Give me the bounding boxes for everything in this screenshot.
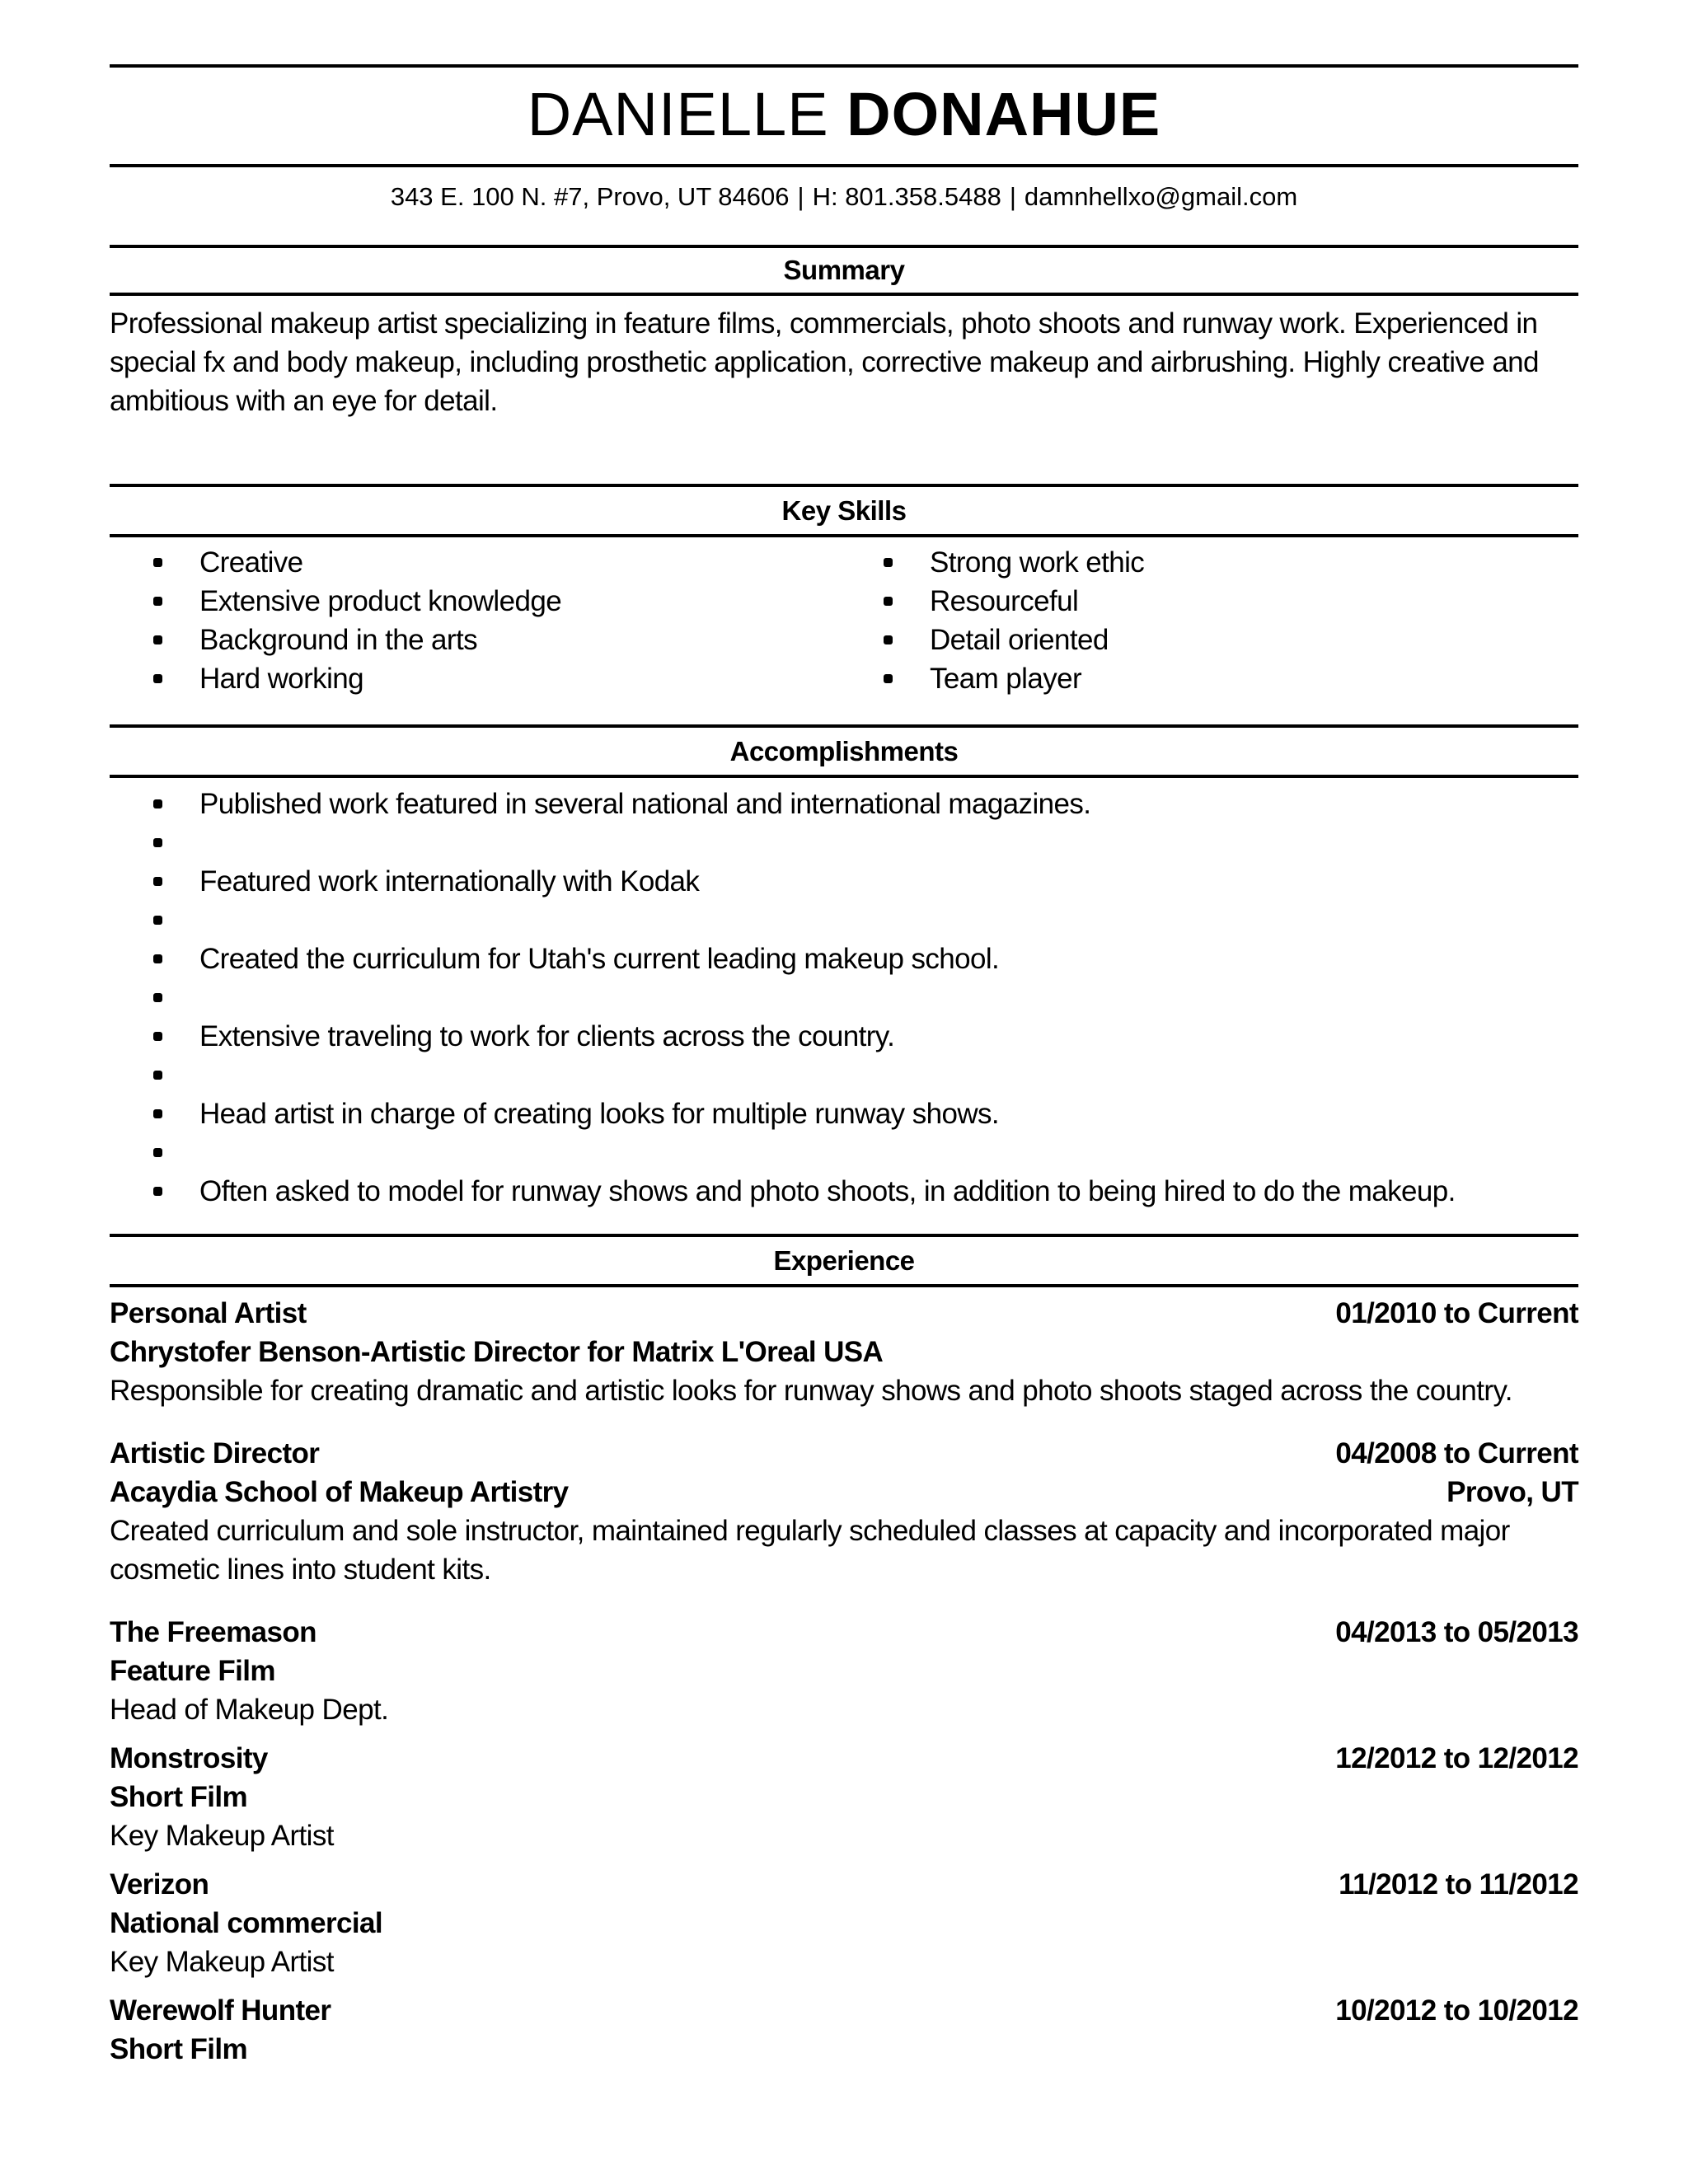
job-header-row bbox=[110, 1613, 1578, 1652]
experience-entry bbox=[110, 1865, 1578, 1981]
section-rule bbox=[110, 293, 1578, 296]
job-dates: 04/2013 to 05/2013 bbox=[1335, 1616, 1578, 1648]
job-title: Verizon bbox=[110, 1868, 209, 1900]
bullet-icon bbox=[884, 635, 893, 644]
job-title: Monstrosity bbox=[110, 1742, 268, 1774]
job-header-row bbox=[110, 1294, 1578, 1333]
list-item bbox=[110, 1056, 1456, 1094]
last-name: DONAHUE bbox=[846, 80, 1161, 148]
skills-left-list bbox=[110, 543, 561, 698]
list-item bbox=[110, 1172, 1456, 1211]
bullet-icon bbox=[153, 1187, 162, 1196]
list-item bbox=[110, 978, 1456, 1017]
job-company: Chrystofer Benson-Artistic Director for Matrix L'Oreal USA bbox=[110, 1336, 884, 1368]
section-rule bbox=[110, 724, 1578, 728]
job-description: Head of Makeup Dept. bbox=[110, 1694, 389, 1726]
job-company: Feature Film bbox=[110, 1655, 275, 1687]
job-description: Created curriculum and sole instructor, maintained regularly scheduled classes at capacity and incorporated major cosmetic lines into student kits. bbox=[110, 1515, 1510, 1586]
job-description: Key Makeup Artist bbox=[110, 1946, 334, 1978]
list-item bbox=[110, 1094, 1456, 1133]
job-company-row bbox=[110, 1904, 1578, 1943]
list-item bbox=[110, 582, 561, 621]
bullet-icon bbox=[884, 674, 893, 683]
job-header-row bbox=[110, 1739, 1578, 1778]
job-company: Short Film bbox=[110, 1781, 248, 1813]
address: 343 E. 100 N. #7, Provo, UT 84606 bbox=[390, 182, 790, 211]
contact-line bbox=[110, 180, 1578, 213]
list-item-text: Resourceful bbox=[930, 585, 1079, 617]
bullet-icon bbox=[153, 674, 162, 683]
list-item bbox=[840, 582, 1144, 621]
job-location: Provo, UT bbox=[1447, 1476, 1578, 1508]
bullet-icon bbox=[884, 558, 893, 567]
job-header-row bbox=[110, 1865, 1578, 1904]
list-item bbox=[110, 940, 1456, 978]
phone: H: 801.358.5488 bbox=[812, 182, 1001, 211]
summary-text: Professional makeup artist specializing in feature films, commercials, photo shoots and runway work. Experienced in special fx and body makeup, including prosthetic application, corrective makeup and airbrushing. Highly creative and ambitious with an eye for detail. bbox=[110, 307, 1539, 417]
section-rule bbox=[110, 1284, 1578, 1287]
section-rule bbox=[110, 534, 1578, 537]
bullet-icon bbox=[153, 799, 162, 808]
contact-separator: | bbox=[1009, 182, 1016, 211]
experience-title: Experience bbox=[773, 1245, 915, 1276]
job-dates: 10/2012 to 10/2012 bbox=[1335, 1994, 1578, 2027]
bullet-icon bbox=[153, 1071, 162, 1080]
list-item-text: Team player bbox=[930, 663, 1082, 695]
experience-entry bbox=[110, 1613, 1578, 1729]
accomplishments-title: Accomplishments bbox=[729, 736, 959, 766]
bullet-icon bbox=[153, 954, 162, 963]
job-title: Artistic Director bbox=[110, 1437, 320, 1469]
list-item-text: Creative bbox=[199, 546, 303, 579]
list-item bbox=[840, 659, 1144, 698]
job-company-row bbox=[110, 1652, 1578, 1690]
list-item bbox=[110, 1017, 1456, 1056]
job-description: Key Makeup Artist bbox=[110, 1820, 334, 1852]
list-item-text: Detail oriented bbox=[930, 624, 1109, 656]
section-rule bbox=[110, 245, 1578, 248]
job-company-row bbox=[110, 1473, 1578, 1511]
summary-title: Summary bbox=[783, 255, 905, 285]
contact-separator: | bbox=[797, 182, 804, 211]
bullet-icon bbox=[884, 597, 893, 606]
list-item bbox=[110, 543, 561, 582]
job-company: Acaydia School of Makeup Artistry bbox=[110, 1476, 569, 1508]
list-item bbox=[110, 621, 561, 659]
bullet-icon bbox=[153, 838, 162, 847]
job-header-row bbox=[110, 1991, 1578, 2030]
bullet-icon bbox=[153, 1109, 162, 1118]
experience-entry bbox=[110, 1294, 1578, 1410]
list-item bbox=[110, 659, 561, 698]
experience-entry bbox=[110, 1434, 1578, 1589]
bullet-icon bbox=[153, 635, 162, 644]
section-rule bbox=[110, 1234, 1578, 1237]
list-item-text: Often asked to model for runway shows and photo shoots, in addition to being hired to do the makeup. bbox=[199, 1175, 1456, 1207]
name-rule bbox=[110, 164, 1578, 167]
job-dates: 11/2012 to 11/2012 bbox=[1339, 1868, 1578, 1900]
skills-title: Key Skills bbox=[781, 495, 907, 526]
experience-entry bbox=[110, 1739, 1578, 1855]
job-company-row bbox=[110, 1778, 1578, 1816]
list-item-text: Created the curriculum for Utah's current leading makeup school. bbox=[199, 943, 1000, 975]
top-rule bbox=[110, 64, 1578, 68]
job-company: Short Film bbox=[110, 2033, 248, 2065]
list-item-text: Background in the arts bbox=[199, 624, 478, 656]
email: damnhellxo@gmail.com bbox=[1024, 182, 1298, 211]
job-dates: 04/2008 to Current bbox=[1335, 1437, 1578, 1469]
list-item-text: Hard working bbox=[199, 663, 363, 695]
accomplishments-list bbox=[110, 785, 1456, 1211]
job-company: National commercial bbox=[110, 1907, 382, 1939]
job-title: Personal Artist bbox=[110, 1297, 307, 1329]
bullet-icon bbox=[153, 1032, 162, 1041]
list-item bbox=[840, 621, 1144, 659]
bullet-icon bbox=[153, 1148, 162, 1157]
list-item bbox=[840, 543, 1144, 582]
list-item-text: Extensive product knowledge bbox=[199, 585, 562, 617]
bullet-icon bbox=[153, 916, 162, 925]
candidate-name bbox=[110, 80, 1578, 149]
experience-entry bbox=[110, 1991, 1578, 2069]
job-dates: 12/2012 to 12/2012 bbox=[1335, 1742, 1578, 1774]
skills-right-list bbox=[840, 543, 1144, 698]
list-item bbox=[110, 901, 1456, 940]
job-description: Responsible for creating dramatic and artistic looks for runway shows and photo shoots staged across the country. bbox=[110, 1375, 1512, 1407]
job-company-row bbox=[110, 1333, 1578, 1371]
list-item bbox=[110, 823, 1456, 862]
section-rule bbox=[110, 484, 1578, 487]
job-title: The Freemason bbox=[110, 1616, 316, 1648]
list-item bbox=[110, 862, 1456, 901]
list-item bbox=[110, 785, 1456, 823]
list-item-text: Extensive traveling to work for clients across the country. bbox=[199, 1020, 895, 1052]
first-name: DANIELLE bbox=[527, 80, 829, 148]
section-rule bbox=[110, 775, 1578, 778]
bullet-icon bbox=[153, 993, 162, 1002]
list-item-text: Featured work internationally with Kodak bbox=[199, 865, 700, 898]
list-item-text: Head artist in charge of creating looks for multiple runway shows. bbox=[199, 1098, 1000, 1130]
list-item bbox=[110, 1133, 1456, 1172]
list-item-text: Published work featured in several national and international magazines. bbox=[199, 788, 1091, 820]
job-title: Werewolf Hunter bbox=[110, 1994, 331, 2027]
job-company-row bbox=[110, 2030, 1578, 2069]
bullet-icon bbox=[153, 597, 162, 606]
list-item-text: Strong work ethic bbox=[930, 546, 1145, 579]
job-dates: 01/2010 to Current bbox=[1335, 1297, 1578, 1329]
bullet-icon bbox=[153, 877, 162, 886]
job-header-row bbox=[110, 1434, 1578, 1473]
bullet-icon bbox=[153, 558, 162, 567]
